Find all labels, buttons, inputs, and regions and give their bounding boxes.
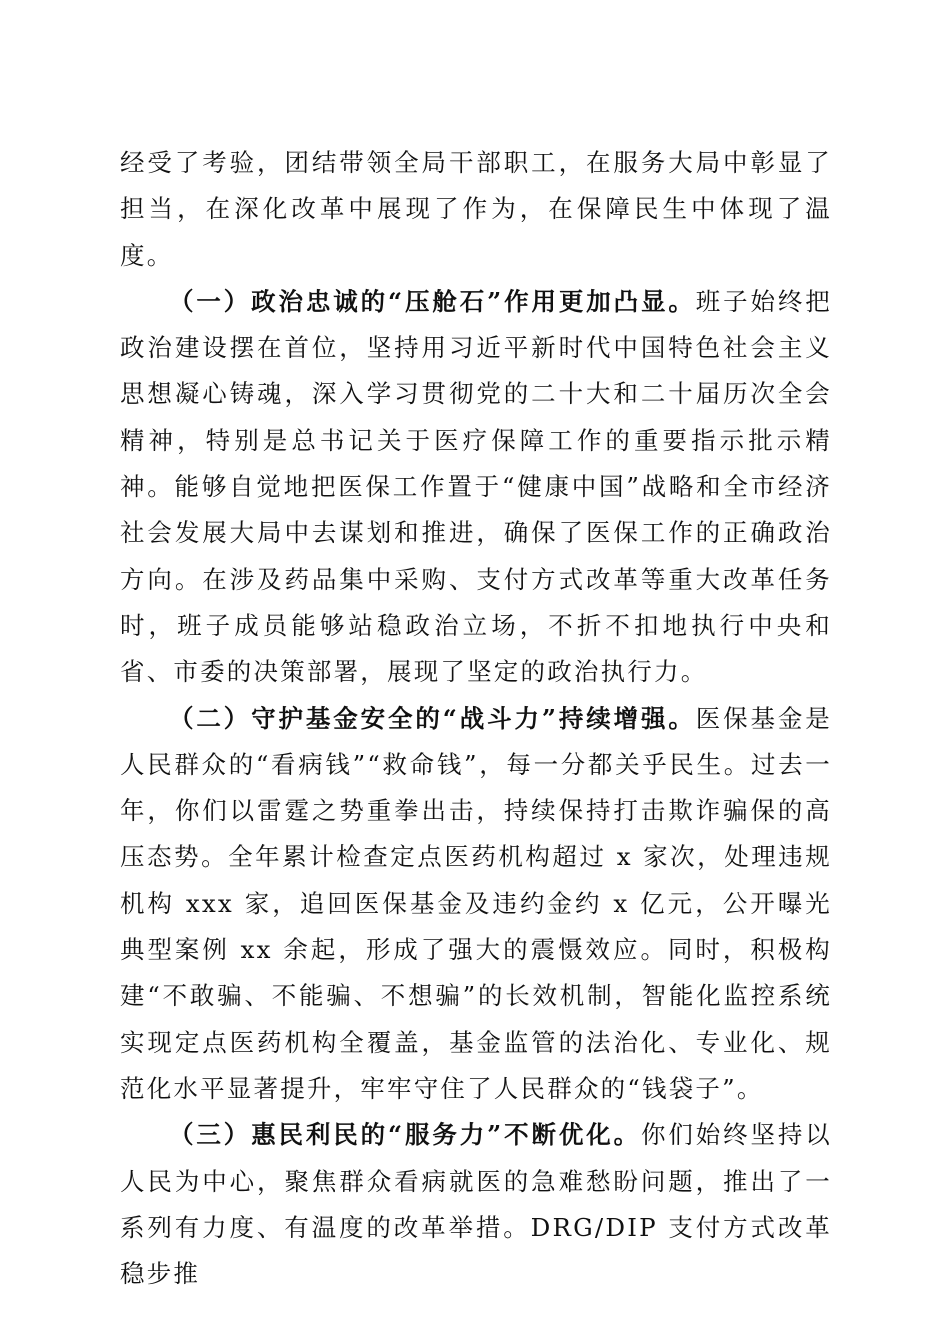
paragraph-continuation (120, 140, 832, 279)
paragraph-body-text: 经受了考验，团结带领全局干部职工，在服务大局中彰显了担当，在深化改革中展现了作为，在保障民生中体现了温度。 (120, 148, 832, 270)
paragraph-section-three (120, 1112, 832, 1297)
paragraph-section-two (120, 696, 832, 1113)
section-two-heading: （二）守护基金安全的“战斗力”持续增强。 (169, 703, 696, 733)
section-one-heading: （一）政治忠诚的“压舱石”作用更加凸显。 (169, 286, 696, 316)
section-one-body: 班子始终把政治建设摆在首位，坚持用习近平新时代中国特色社会主义思想凝心铸魂，深入学习贯彻党的二十大和二十届历次全会精神，特别是总书记关于医疗保障工作的重要指示批示精神。能够自觉地把医保工作置于“健康中国”战略和全市经济社会发展大局中去谋划和推进，确保了医保工作的正确政治方向。在涉及药品集中采购、支付方式改革等重大改革任务时，班子成员能够站稳政治立场，不折不扣地执行中央和省、市委的决策部署，展现了坚定的政治执行力。 (120, 286, 832, 687)
section-three-body: 你们始终坚持以人民为中心，聚焦群众看病就医的急难愁盼问题，推出了一系列有力度、有温度的改革举措。DRG/DIP 支付方式改革稳步推 (120, 1120, 832, 1289)
document-body (120, 140, 832, 1297)
section-three-heading: （三）惠民利民的“服务力”不断优化。 (169, 1120, 642, 1150)
section-two-body: 医保基金是人民群众的“看病钱”“救命钱”，每一分都关乎民生。过去一年，你们以雷霆之势重拳出击，持续保持打击欺诈骗保的高压态势。全年累计检查定点医药机构超过 x 家次，处理违规机构 xxx 家，追回医保基金及违约金约 x 亿元，公开曝光典型案例 xx 余起，形成了强大的震慑效应。同时，积极构建“不敢骗、不能骗、不想骗”的长效机制，智能化监控系统实现定点医药机构全覆盖，基金监管的法治化、专业化、规范化水平显著提升，牢牢守住了人民群众的“钱袋子”。 (120, 703, 832, 1103)
paragraph-section-one (120, 279, 832, 696)
